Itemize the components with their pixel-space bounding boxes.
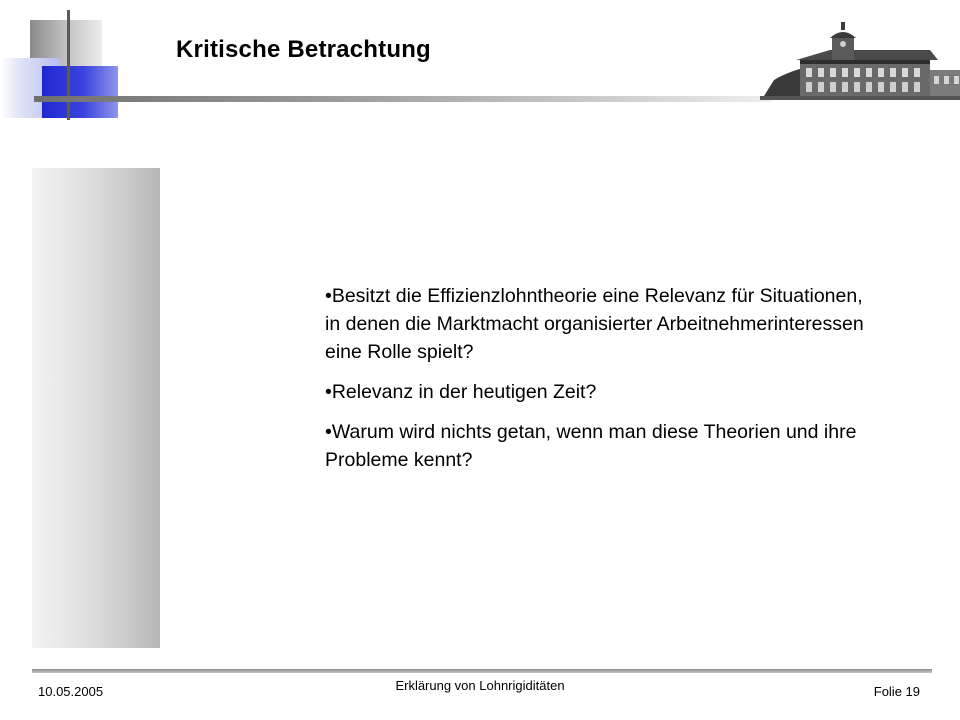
bullet-item: •Warum wird nichts getan, wenn man diese Theorien und ihre Probleme kennt?: [325, 421, 857, 471]
slide-title: Kritische Betrachtung: [176, 36, 431, 63]
decorative-blue-square: [42, 66, 118, 118]
bullet-item: •Besitzt die Effizienzlohntheorie eine Relevanz für Situationen, in denen die Marktmacht organisierter Arbeitnehmerinteressen eine Rolle spielt?: [325, 285, 864, 363]
bullet-item: •Relevanz in der heutigen Zeit?: [325, 381, 597, 403]
footer-title: Erklärung von Lohnrigiditäten: [395, 678, 565, 693]
footer-divider-line: [32, 669, 932, 673]
side-gradient-panel: [32, 168, 160, 648]
slide-number: Folie 19: [873, 684, 920, 699]
decorative-vertical-line: [67, 10, 70, 120]
header-divider-line: [34, 96, 772, 102]
building-icon: [760, 20, 960, 100]
bullet-list: [325, 282, 865, 486]
footer-date: 10.05.2005: [38, 684, 104, 699]
